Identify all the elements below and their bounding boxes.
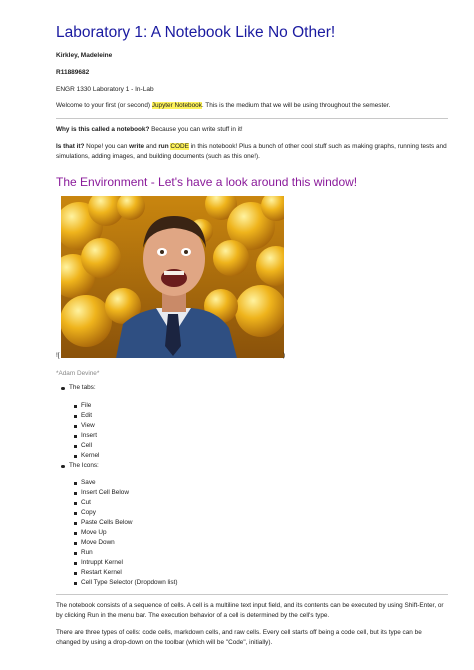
cell-types-paragraph: There are three types of cells: code cells, markdown cells, and raw cells. Every cell starts off being a code cell, but its type can be changed by using a drop-down on the toolbar (which will be "Code", initially). <box>56 629 422 647</box>
image-markdown-close: ) <box>283 352 286 359</box>
tabs-list-label: The tabs: <box>69 384 96 391</box>
write-word: write <box>129 143 145 150</box>
tab-item-edit: Edit <box>81 412 93 419</box>
icon-item-cell-type-selector: Cell Type Selector (Dropdown list) <box>81 579 178 586</box>
isthat-question: Is that it? <box>56 143 85 150</box>
course-label: ENGR 1330 Laboratory 1 - In-Lab <box>56 86 154 93</box>
icon-item-insert-cell-below: Insert Cell Below <box>81 489 129 496</box>
icon-item-cut: Cut <box>81 499 91 506</box>
icons-list-label: The Icons: <box>69 462 99 469</box>
intro-paragraph <box>56 101 448 111</box>
icon-item-restart-kernel: Restart Kernel <box>81 569 122 576</box>
author-name: Kirkley, Madeleine <box>56 52 113 59</box>
tab-item-file: File <box>81 402 92 409</box>
icon-item-run: Run <box>81 549 93 556</box>
icon-item-move-down: Move Down <box>81 539 115 546</box>
environment-heading: The Environment - Let's have a look around this window! <box>56 175 358 189</box>
why-answer: Because you can write stuff in it! <box>149 126 243 133</box>
isthat-paragraph <box>56 142 448 162</box>
isthat-text: in this notebook! Plus a bunch of other cool stuff such as making graphs, running tests and simulations, adding images, and building documents (such as this one!). <box>56 143 447 161</box>
photo-caption: *Adam Devine* <box>56 370 100 377</box>
icon-item-paste-cells-below: Paste Cells Below <box>81 519 133 526</box>
page-title: Laboratory 1: A Notebook Like No Other! <box>56 24 336 41</box>
divider <box>56 118 448 119</box>
cells-paragraph: The notebook consists of a sequence of cells. A cell is a multiline text input field, and its contents can be executed by using Shift-Enter, or by clicking Run in the menu bar. The execution behavior of a cell is determined by the cell's type. <box>56 602 444 620</box>
tab-item-view: View <box>81 422 95 429</box>
why-question: Why is this called a notebook? <box>56 126 150 133</box>
icon-item-interrupt-kernel: Intruppt Kernel <box>81 559 123 566</box>
isthat-text: and <box>144 143 159 150</box>
tab-item-cell: Cell <box>81 442 93 449</box>
icon-item-move-up: Move Up <box>81 529 107 536</box>
tab-item-insert: Insert <box>81 432 97 439</box>
divider <box>56 594 448 595</box>
image-markdown-open: ![ <box>56 352 60 359</box>
run-word: run <box>158 143 169 150</box>
why-paragraph <box>56 125 448 135</box>
jupyter-highlight: Jupyter Notebook <box>151 102 202 109</box>
tab-item-kernel: Kernel <box>81 452 100 459</box>
intro-text-start: Welcome to your first (or second) <box>56 102 152 109</box>
intro-text-end: . This is the medium that we will be using throughout the semester. <box>201 102 391 109</box>
code-highlight: CODE <box>170 143 189 150</box>
adam-devine-photo <box>61 196 284 358</box>
student-id: R11889682 <box>56 69 90 76</box>
icon-item-save: Save <box>81 479 96 486</box>
isthat-text: Nope! you can <box>84 143 130 150</box>
icon-item-copy: Copy <box>81 509 96 516</box>
